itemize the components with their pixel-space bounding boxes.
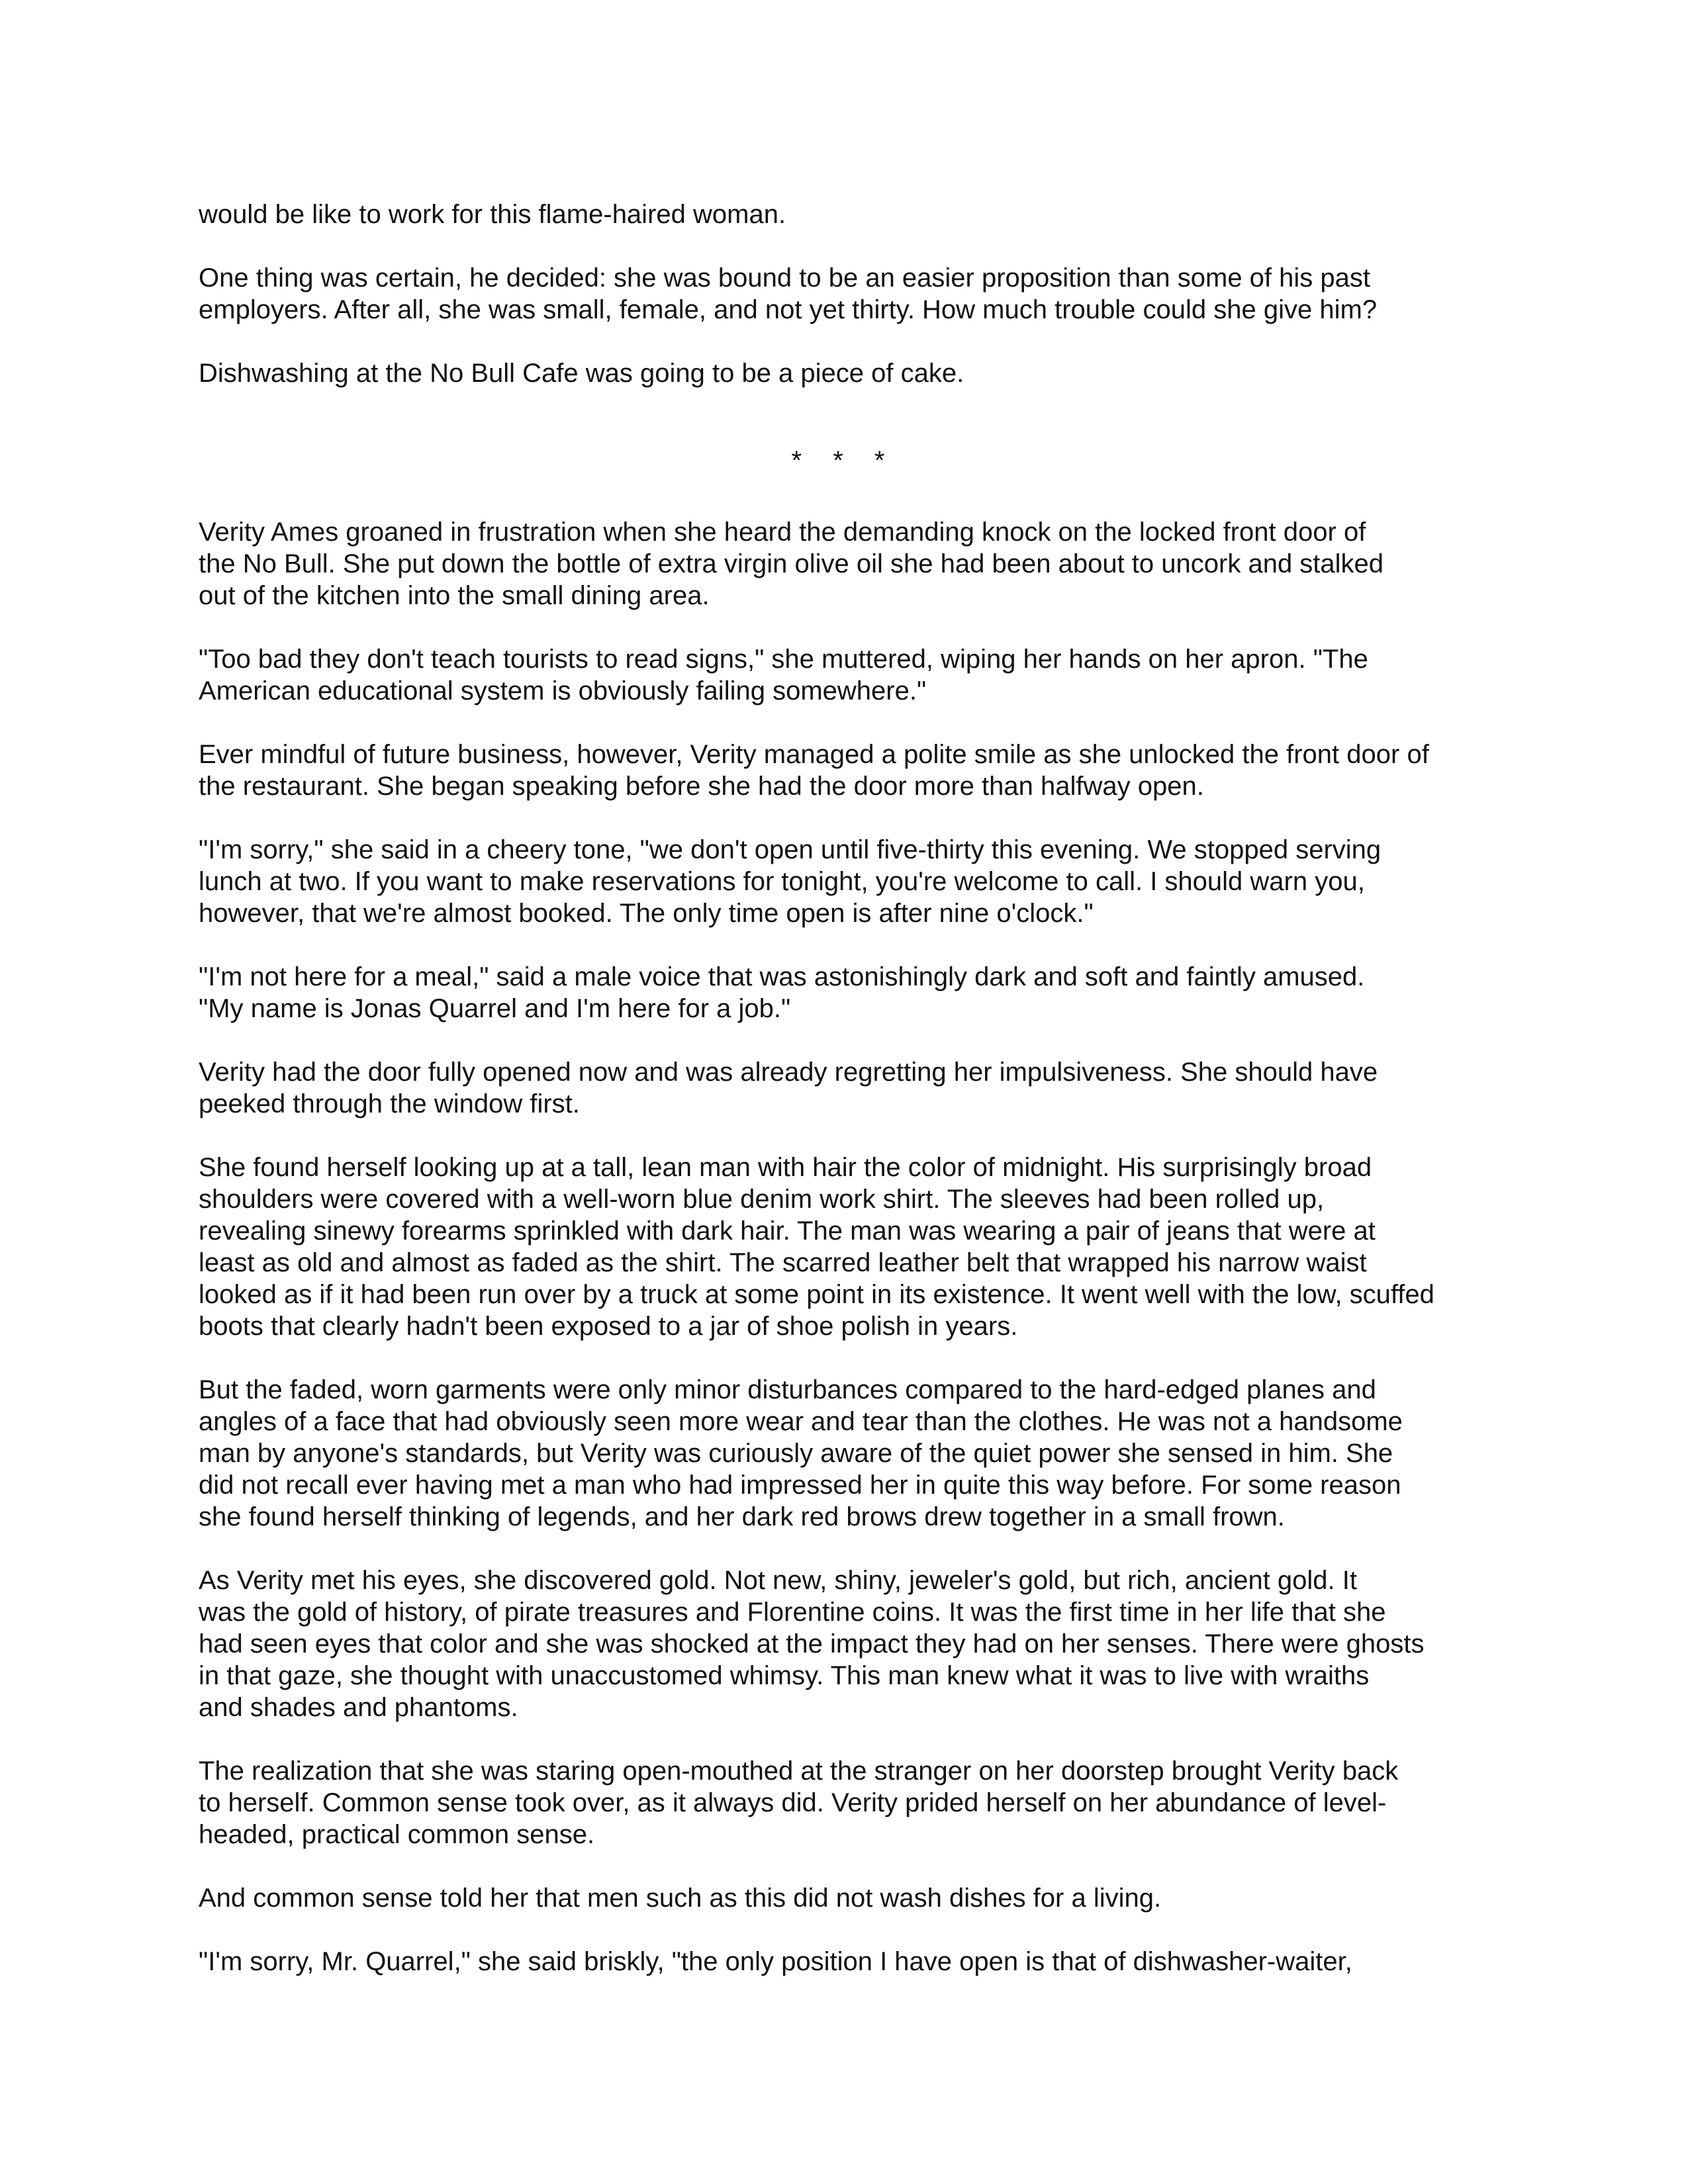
scene-break: * * *: [791, 446, 897, 475]
paragraph-5: "Too bad they don't teach tourists to read signs," she muttered, wiping her hands on her apron. "The American educational system is obviously failing somewhere.": [199, 645, 1368, 705]
paragraph-11: But the faded, worn garments were only minor disturbances compared to the hard-edged planes and angles of a face that had obviously seen more wear and tear than the clothes. He was not a handsome man by anyone's standards, but Verity was curiously aware of the quiet power she sensed in him. She did not recall ever having met a man who had impressed her in quite this way before. For some reason she found herself thinking of legends, and her dark red brows drew together in a small frown.: [199, 1375, 1403, 1531]
paragraph-15: "I'm sorry, Mr. Quarrel," she said briskly, "the only position I have open is that of dishwasher-waiter,: [199, 1947, 1352, 1976]
paragraph-6: Ever mindful of future business, however, Verity managed a polite smile as she unlocked the front door of the restaurant. She began speaking before she had the door more than halfway open.: [199, 740, 1429, 801]
paragraph-4: Verity Ames groaned in frustration when she heard the demanding knock on the locked front door of the No Bull. She put down the bottle of extra virgin olive oil she had been about to uncork and stalked out of the kitchen into the small dining area.: [199, 518, 1384, 610]
paragraph-8: "I'm not here for a meal," said a male voice that was astonishingly dark and soft and faintly amused. "My name is Jonas Quarrel and I'm here for a job.": [199, 962, 1365, 1023]
paragraph-14: And common sense told her that men such as this did not wash dishes for a living.: [199, 1884, 1162, 1913]
paragraph-10: She found herself looking up at a tall, lean man with hair the color of midnight. His surprisingly broad shoulders were covered with a well-worn blue denim work shirt. The sleeves had been rolled up, revealing sinewy forearms sprinkled with dark hair. The man was wearing a pair of jeans that were at least as old and almost as faded as the shirt. The scarred leather belt that wrapped his narrow waist looked as if it had been run over by a truck at some point in its existence. It went well with the low, scuffed boots that clearly hadn't been exposed to a jar of shoe polish in years.: [199, 1153, 1434, 1341]
paragraph-13: The realization that she was staring open-mouthed at the stranger on her doorstep brought Verity back to herself. Common sense took over, as it always did. Verity prided herself on her abundance of level- headed, practical common sense.: [199, 1756, 1399, 1849]
paragraph-1: would be like to work for this flame-haired woman.: [199, 200, 786, 229]
paragraph-12: As Verity met his eyes, she discovered gold. Not new, shiny, jeweler's gold, but rich, ancient gold. It was the gold of history, of pirate treasures and Florentine coins. It was the first time in her life that she had seen eyes that color and she was shocked at the impact they had on her senses. There were ghosts in that gaze, she thought with unaccustomed whimsy. This man knew what it was to live with wraiths and shades and phantoms.: [199, 1566, 1425, 1722]
paragraph-3: Dishwashing at the No Bull Cafe was going to be a piece of cake.: [199, 359, 964, 388]
paragraph-7: "I'm sorry," she said in a cheery tone, "we don't open until five-thirty this evening. We stopped serving lunch at two. If you want to make reservations for tonight, you're welcome to call. I should warn you, however, that we're almost booked. The only time open is after nine o'clock.": [199, 835, 1382, 928]
paragraph-2: One thing was certain, he decided: she was bound to be an easier proposition than some of his past employers. After all, she was small, female, and not yet thirty. How much trouble could she give him?: [199, 263, 1378, 324]
paragraph-9: Verity had the door fully opened now and was already regretting her impulsiveness. She should have peeked through the window first.: [199, 1058, 1378, 1118]
